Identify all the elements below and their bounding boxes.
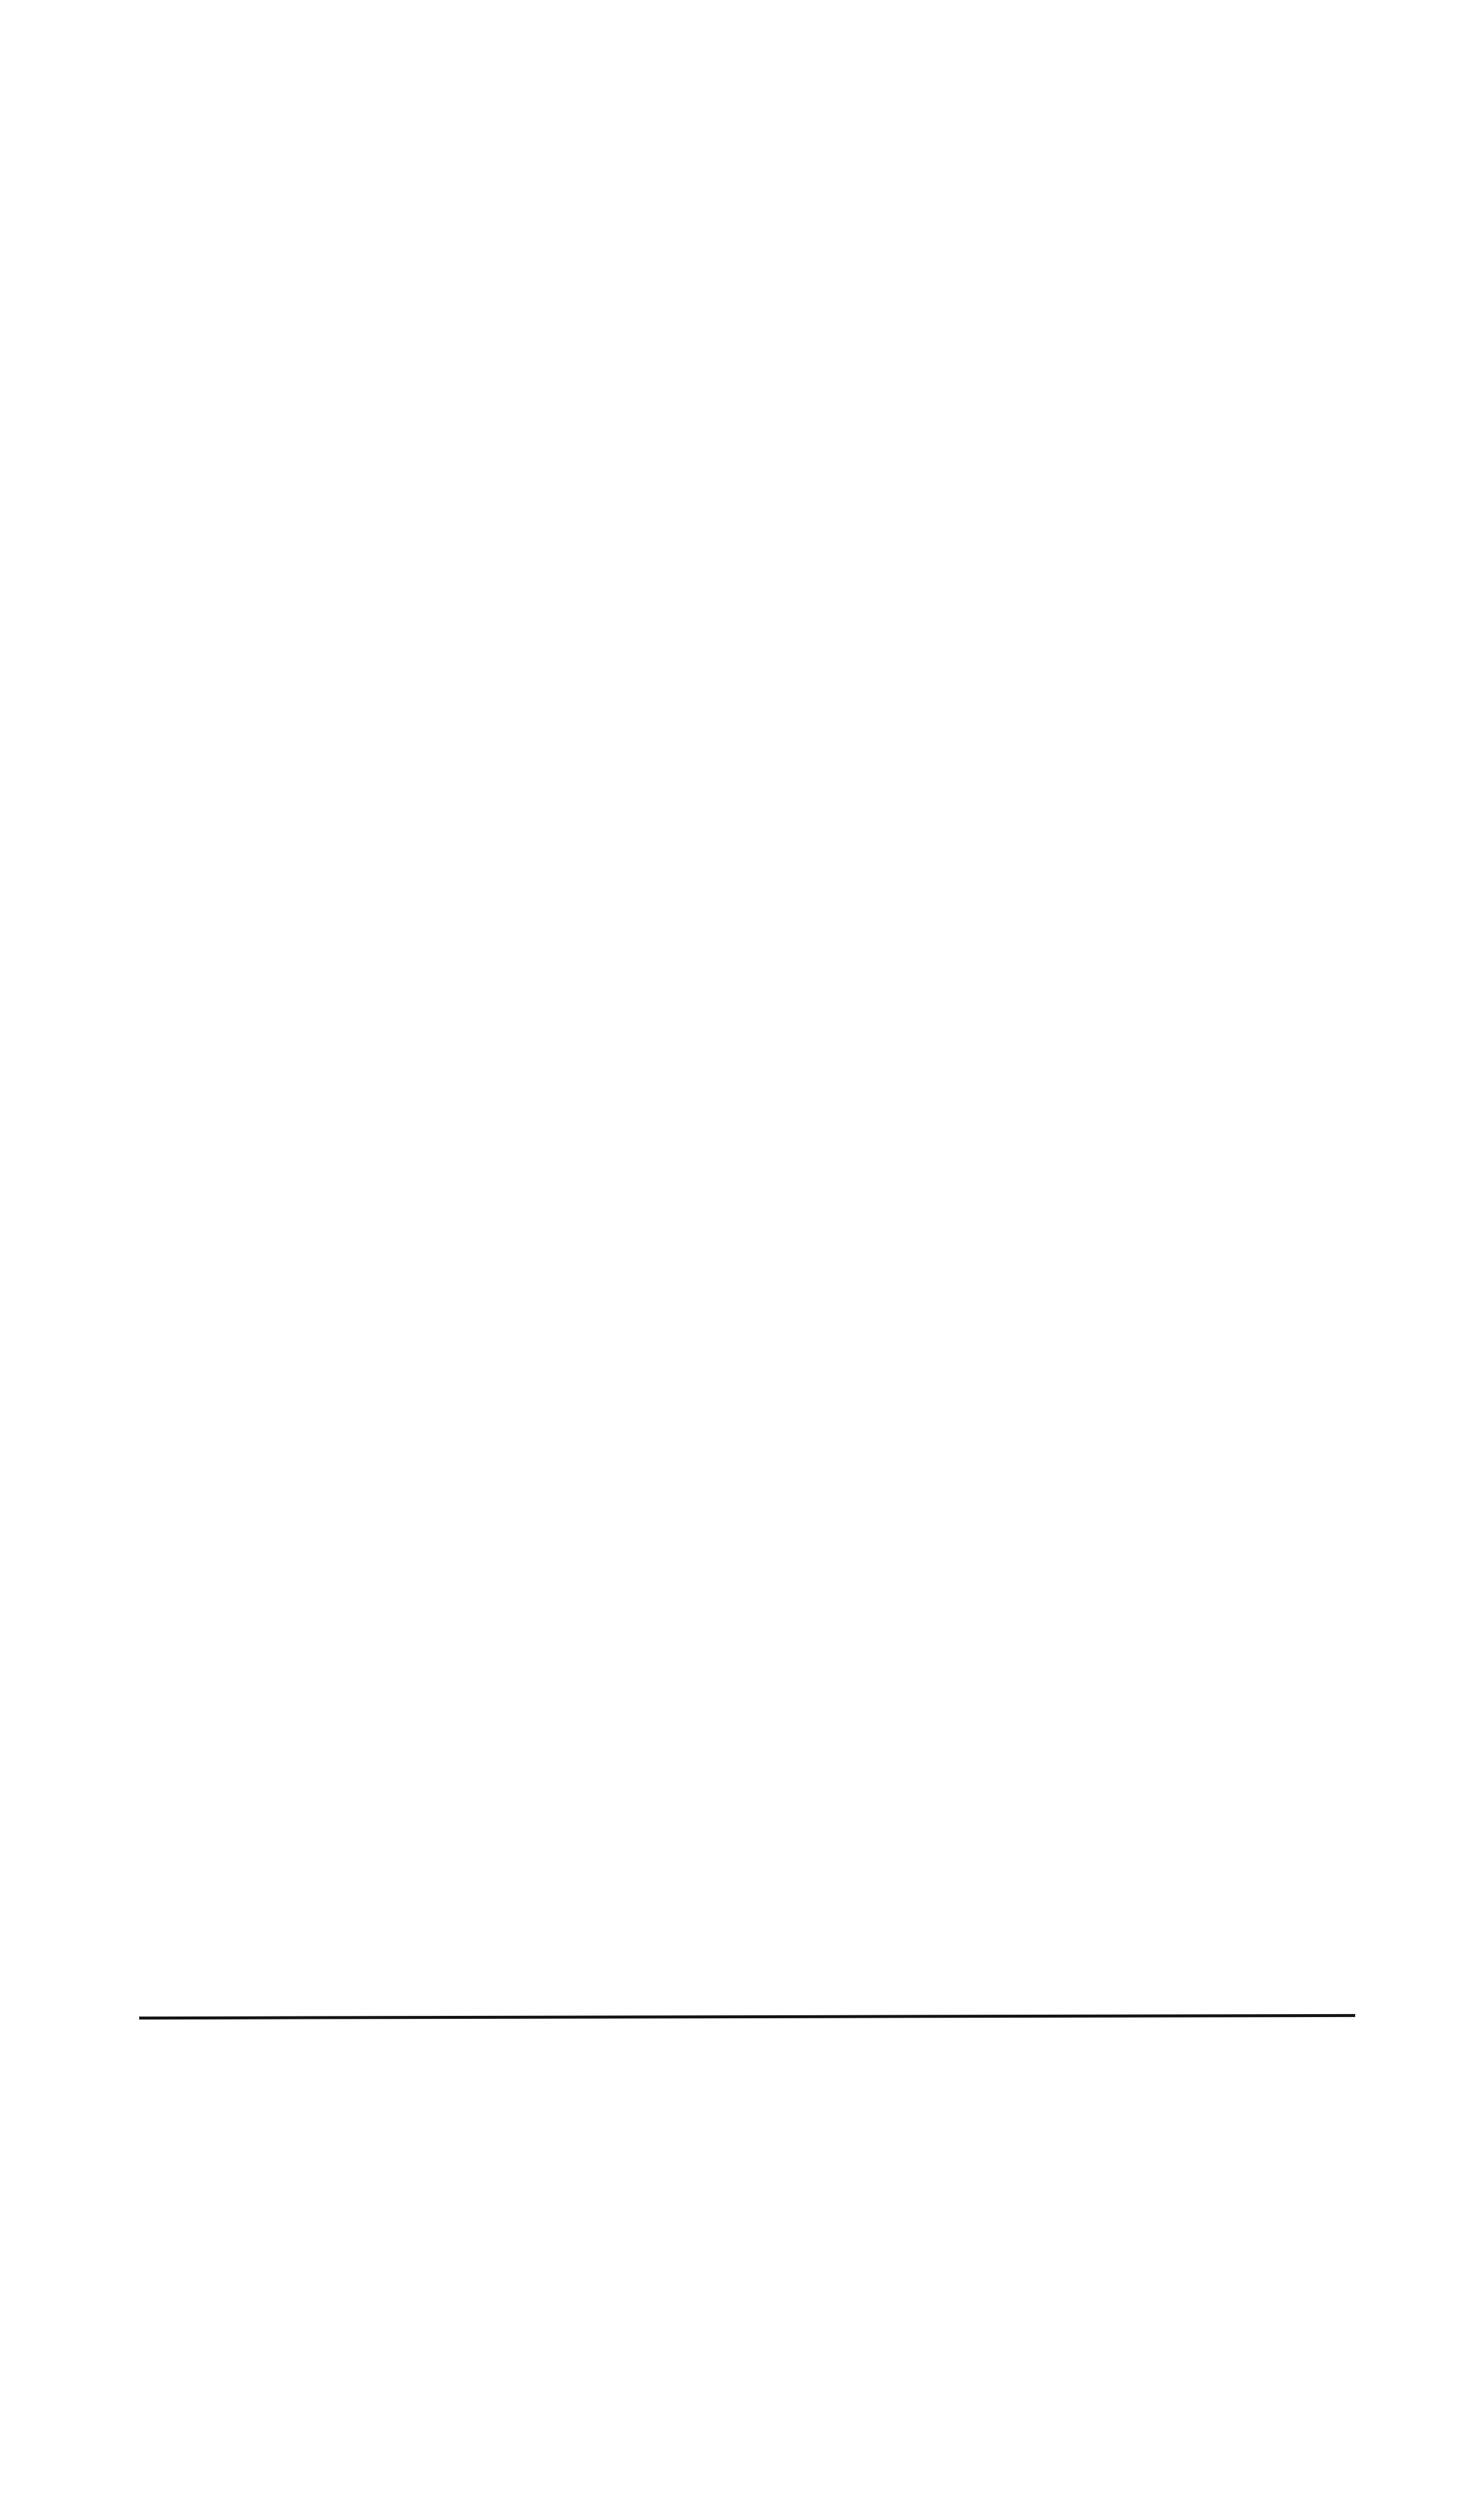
footnote-separator-rule <box>139 2014 1355 2019</box>
